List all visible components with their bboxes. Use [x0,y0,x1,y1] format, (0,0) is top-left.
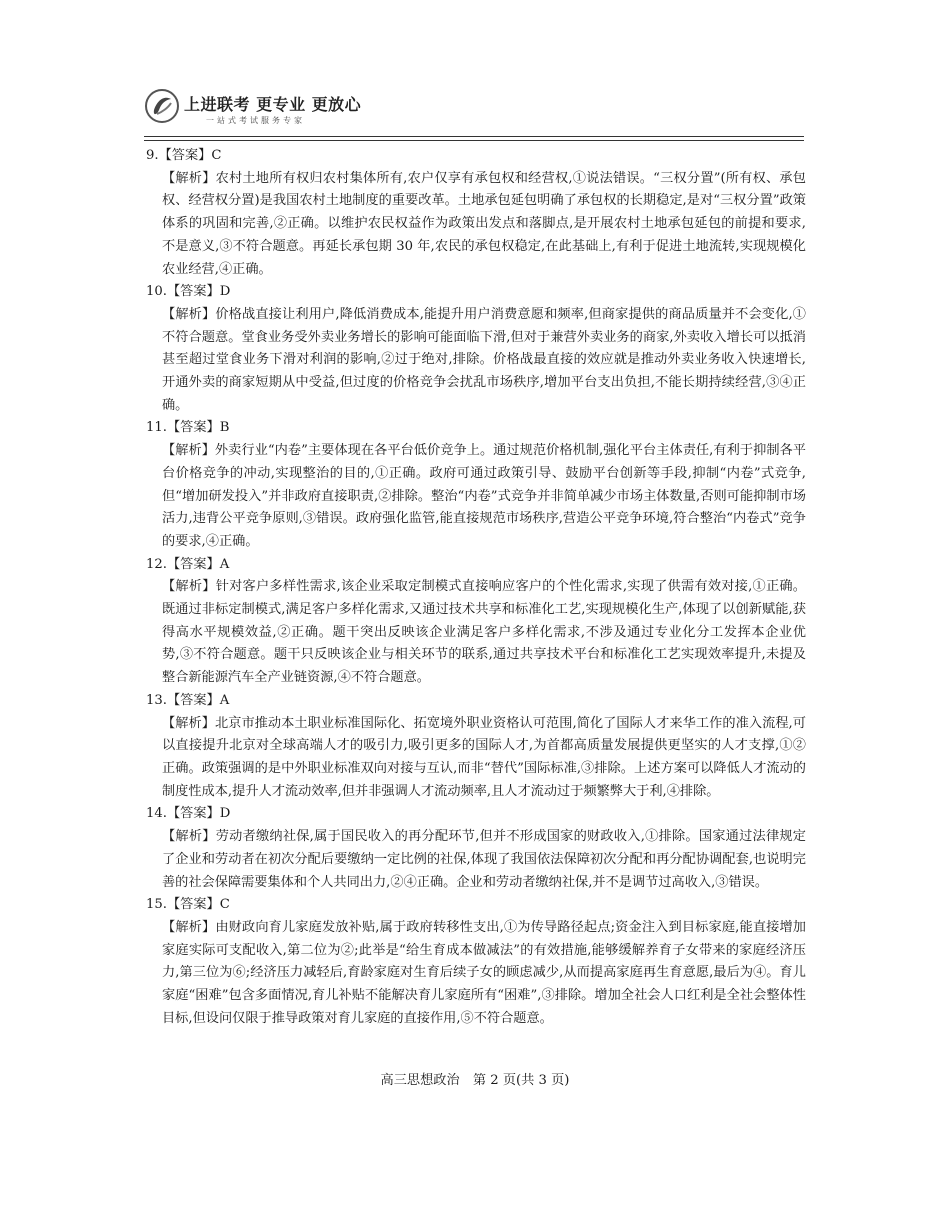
logo-icon [144,88,180,124]
explanation: 【解析】外卖行业“内卷”主要体现在各平台低价竞争上。通过规范价格机制,强化平台主体责任,有利于抑制各平台价格竞争的冲动,实现整治的目的,①正确。政府可通过政策引导、鼓励平台创新等手段,抑制“内卷”式竞争,但“增加研发投入”并非政府直接职责,②排除。整治“内卷”式竞争并非简单减少市场主体数量,否则可能抑制市场活力,违背公平竞争原则,③错误。政府强化监管,能直接规范市场秩序,营造公平竞争环境,符合整治“内卷式”竞争的要求,④正确。 [162,443,806,549]
answer-line: 12.【答案】A [146,556,230,572]
question-15 [146,894,806,1030]
answer-content [146,145,806,1030]
page-footer: 高三思想政治 第 2 页(共 3 页) [380,1073,570,1088]
answer-line: 14.【答案】D [146,806,231,822]
explanation: 【解析】针对客户多样性需求,该企业采取定制模式直接响应客户的个性化需求,实现了供需有效对接,①正确。既通过非标定制模式,满足客户多样化需求,又通过技术共享和标准化工艺,实现规模化生产,体现了以创新赋能,获得高水平规模效益,②正确。题干突出反映该企业满足客户多样化需求,不涉及通过专业化分工发挥本企业优势,③不符合题意。题干只反映该企业与相关环节的联系,通过共享技术平台和标准化工艺实现效率提升,未提及整合新能源汽车全产业链资源,④不符合题意。 [162,579,806,686]
header-slogan: 上进联考 更专业 更放心 [184,95,362,114]
explanation: 【解析】由财政向育儿家庭发放补贴,属于政府转移性支出,①为传导路径起点;资金注入到目标家庭,能直接增加家庭实际可支配收入,第二位为②;此举是“给生育成本做减法”的有效措施,能够缓解养育子女带来的家庭经济压力,第三位为⑥;经济压力减轻后,育龄家庭对生育后续子女的顾虑减少,从而提高家庭再生育意愿,最后为④。育儿家庭“困难”包含多面情况,育儿补贴不能解决育儿家庭所有“困难”,③排除。增加全社会人口红利是全社会整体性目标,但设问仅限于推导政策对育儿家庭的直接作用,⑤不符合题意。 [162,919,806,1026]
answer-line: 9.【答案】C [146,148,222,163]
header-rule-thin [144,140,804,141]
answer-line: 15.【答案】C [146,897,230,913]
question-11 [146,417,806,553]
question-14 [146,803,806,894]
header-subtitle: 一站式考试服务专家 [206,116,305,125]
page-header [144,84,804,134]
explanation: 【解析】劳动者缴纳社保,属于国民收入的再分配环节,但并不形成国家的财政收入,①排除。国家通过法律规定了企业和劳动者在初次分配后要缴纳一定比例的社保,体现了我国依法保障初次分配和再分配协调配套,也说明完善的社会保障需要集体和个人共同出力,②④正确。企业和劳动者缴纳社保,并不是调节过高收入,③错误。 [162,829,806,890]
explanation: 【解析】北京市推动本土职业标准国际化、拓宽境外职业资格认可范围,简化了国际人才来华工作的准入流程,可以直接提升北京对全球高端人才的吸引力,吸引更多的国际人才,为首都高质量发展提供更坚实的人才支撑,①②正确。政策强调的是中外职业标准双向对接与互认,而非“替代”国际标准,③排除。上述方案可以降低人才流动的制度性成本,提升人才流动效率,但并非强调人才流动频率,且人才流动过于频繁弊大于利,④排除。 [162,715,806,799]
explanation: 【解析】农村土地所有权归农村集体所有,农户仅享有承包权和经营权,①说法错误。“三权分置”(所有权、承包权、经营权分置)是我国农村土地制度的重要改革。土地承包延包明确了承包权的长期稳定,是对“三权分置”政策体系的巩固和完善,②正确。以维护农民权益作为政策出发点和落脚点,是开展农村土地承包延包的前提和要求,不是意义,③不符合题意。再延长承包期 30 年,农民的承包权稳定,在此基础上,有利于促进土地流转,实现规模化农业经营,④正确。 [162,170,806,277]
question-13 [146,690,806,804]
answer-line: 11.【答案】B [146,420,230,436]
question-12 [146,554,806,690]
answer-line: 10.【答案】D [146,284,231,300]
question-10 [146,281,806,417]
explanation: 【解析】价格战直接让利用户,降低消费成本,能提升用户消费意愿和频率,但商家提供的商品质量并不会变化,①不符合题意。堂食业务受外卖业务增长的影响可能面临下滑,但对于兼营外卖业务的商家,外卖收入增长可以抵消甚至超过堂食业务下滑对利润的影响,②过于绝对,排除。价格战最直接的效应就是推动外卖业务收入快速增长,开通外卖的商家短期从中受益,但过度的价格竞争会扰乱市场秩序,增加平台支出负担,不能长期持续经营,③④正确。 [162,306,806,413]
answer-line: 13.【答案】A [146,692,230,708]
header-rule [144,136,804,137]
question-9 [146,145,806,281]
